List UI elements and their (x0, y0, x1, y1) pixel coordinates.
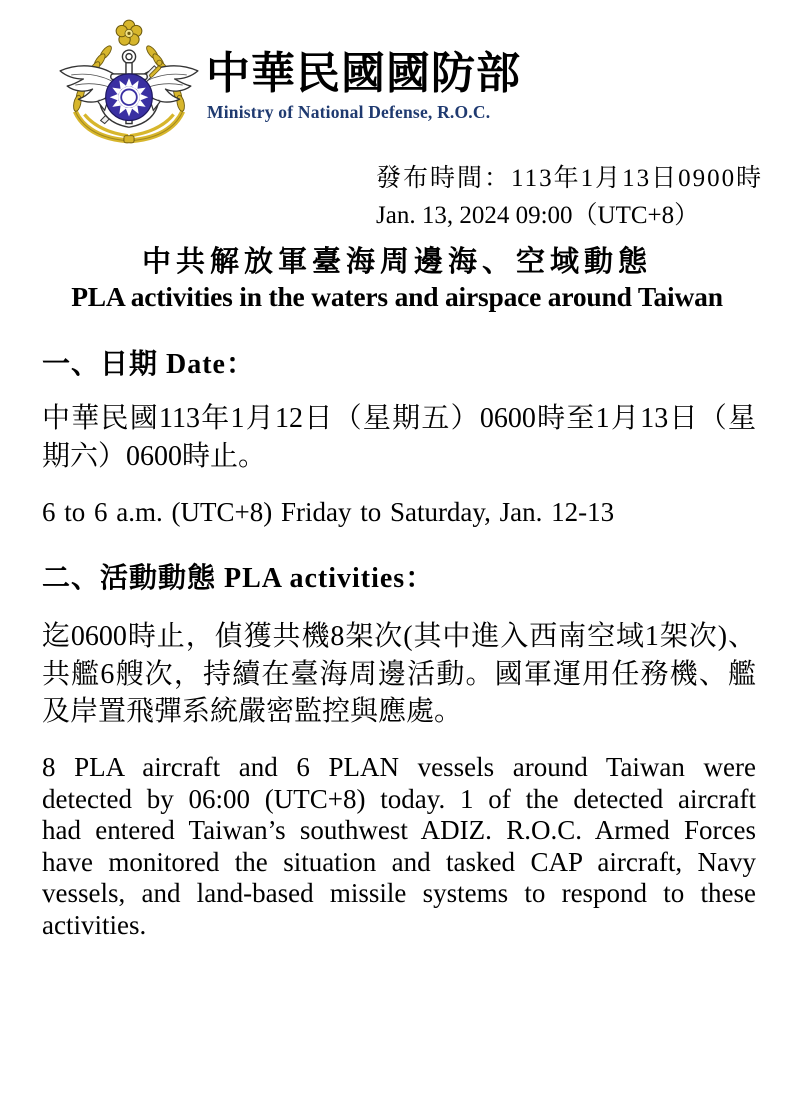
section-2-body-zh (42, 618, 756, 731)
text-line: 中華民國113年1月12日（星期五）0600時至1月13日（星 (42, 403, 756, 434)
text-line: detected by 06:00 (UTC+8) today. 1 of the detected aircraft (42, 783, 756, 814)
release-time-block (376, 160, 763, 234)
text-line: 期六）0600時止。 (42, 440, 267, 472)
text-line: had entered Taiwan’s southwest ADIZ. R.O.C. Armed Forces (42, 815, 756, 845)
org-name-zh: 中華民國國防部 (206, 49, 521, 98)
section-1-heading: 一、日期 Date： (42, 349, 255, 380)
document-title-zh: 中共解放軍臺海周邊海、空域動態 (141, 246, 652, 278)
release-time-en: Jan. 13, 2024 09:00（UTC+8） (376, 202, 700, 229)
text-line: 及岸置飛彈系統嚴密監控與應處。 (42, 696, 463, 727)
document-title-en: PLA activities in the waters and airspace around Taiwan (71, 281, 723, 312)
text-line: have monitored the situation and tasked CAP aircraft, Navy (42, 846, 756, 877)
document-title (0, 244, 794, 313)
text-line: 迄0600時止，偵獲共機8架次(其中進入西南空域1架次)、 (42, 621, 756, 652)
text-line: 8 PLA aircraft and 6 PLAN vessels around Taiwan were (42, 752, 756, 782)
section-2-heading: 二、活動動態 PLA activities： (42, 563, 435, 594)
section-1-body-zh (42, 400, 756, 475)
text-line: 6 to 6 a.m. (UTC+8) Friday to Saturday, Jan. 12-13 (42, 497, 615, 527)
text-line: activities. (42, 909, 147, 940)
mnd-emblem-icon (53, 12, 205, 150)
section-1-body-en (42, 497, 756, 529)
text-line: 共艦6艘次，持續在臺海周邊活動。國軍運用任務機、艦 (42, 658, 756, 690)
release-time-zh: 發布時間：113年1月13日0900時 (376, 165, 764, 192)
org-name-en: Ministry of National Defense, R.O.C. (207, 102, 491, 122)
section-2-body-en (42, 752, 756, 941)
text-line: vessels, and land-based missile systems to respond to these (42, 878, 756, 908)
